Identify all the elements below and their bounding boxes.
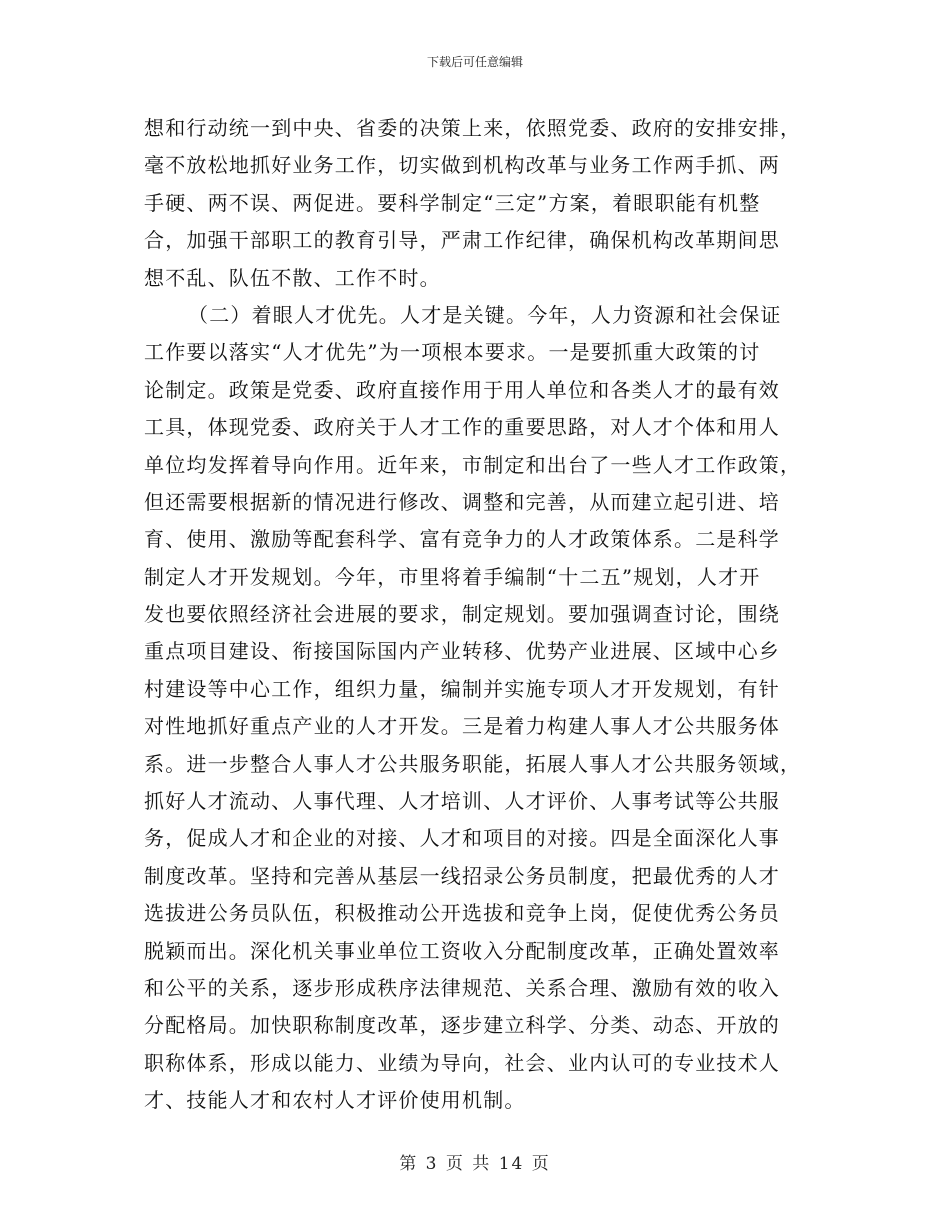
document-body: [144, 110, 810, 1120]
body-line: 系。进一步整合人事人才公共服务职能，拓展人事人才公共服务领域，: [144, 751, 802, 776]
body-line: 重点项目建设、衔接国际国内产业转移、优势产业进展、区域中心乡: [144, 639, 780, 664]
body-line: 脱颖而出。深化机关事业单位工资收入分配制度改革，正确处置效率: [144, 938, 780, 963]
body-line: 想不乱、队伍不散、工作不时。: [144, 265, 441, 290]
body-line: 分配格局。加快职称制度改革，逐步建立科学、分类、动态、开放的: [144, 1013, 780, 1038]
body-line: 制度改革。坚持和完善从基层一线招录公务员制度，把最优秀的人才: [144, 863, 780, 888]
body-line: 职称体系，形成以能力、业绩为导向，社会、业内认可的专业技术人: [144, 1050, 780, 1075]
section-heading-line: （二）着眼人才优先。人才是关键。今年，人力资源和社会保证: [188, 302, 782, 327]
body-line: 毫不放松地抓好业务工作，切实做到机构改革与业务工作两手抓、两: [144, 153, 780, 178]
body-line: 抓好人才流动、人事代理、人才培训、人才评价、人事考试等公共服: [144, 789, 780, 814]
body-line: 对性地抓好重点产业的人才开发。三是着力构建人事人才公共服务体: [144, 714, 780, 739]
body-line: 手硬、两不误、两促进。要科学制定“三定”方案，着眼职能有机整: [144, 190, 761, 215]
body-line: 想和行动统一到中央、省委的决策上来，依照党委、政府的安排安排，: [144, 116, 802, 140]
body-line: 单位均发挥着导向作用。近年来，市制定和出台了一些人才工作政策，: [144, 452, 802, 477]
body-line: 工具，体现党委、政府关于人才工作的重要思路，对人才个体和用人: [144, 415, 780, 440]
page-number: 第 3 页 共 14 页: [399, 1154, 551, 1174]
body-line: 选拔进公务员队伍，积极推动公开选拔和竞争上岗，促使优秀公务员: [144, 901, 780, 926]
body-line: 制定人才开发规划。今年，市里将着手编制“十二五”规划，人才开: [144, 564, 761, 589]
body-line: 务，促成人才和企业的对接、人才和项目的对接。四是全面深化人事: [144, 826, 780, 851]
body-line: 合，加强干部职工的教育引导，严肃工作纪律，确保机构改革期间思: [144, 228, 780, 253]
body-line: 和公平的关系，逐步形成秩序法律规范、关系合理、激励有效的收入: [144, 975, 780, 1000]
body-line: 工作要以落实“人才优先”为一项根本要求。一是要抓重大政策的讨: [144, 340, 761, 365]
body-line: 育、使用、激励等配套科学、富有竞争力的人才政策体系。二是科学: [144, 527, 780, 552]
body-line: 村建设等中心工作，组织力量，编制并实施专项人才开发规划，有针: [144, 676, 780, 701]
body-line: 才、技能人才和农村人才评价使用机制。: [144, 1088, 526, 1113]
page-header-note: 下载后可任意编辑: [426, 55, 523, 69]
body-line: 论制定。政策是党委、政府直接作用于用人单位和各类人才的最有效: [144, 377, 780, 402]
body-line: 但还需要根据新的情况进行修改、调整和完善，从而建立起引进、培: [144, 489, 780, 514]
body-line: 发也要依照经济社会进展的要求，制定规划。要加强调查讨论，围绕: [144, 602, 780, 627]
